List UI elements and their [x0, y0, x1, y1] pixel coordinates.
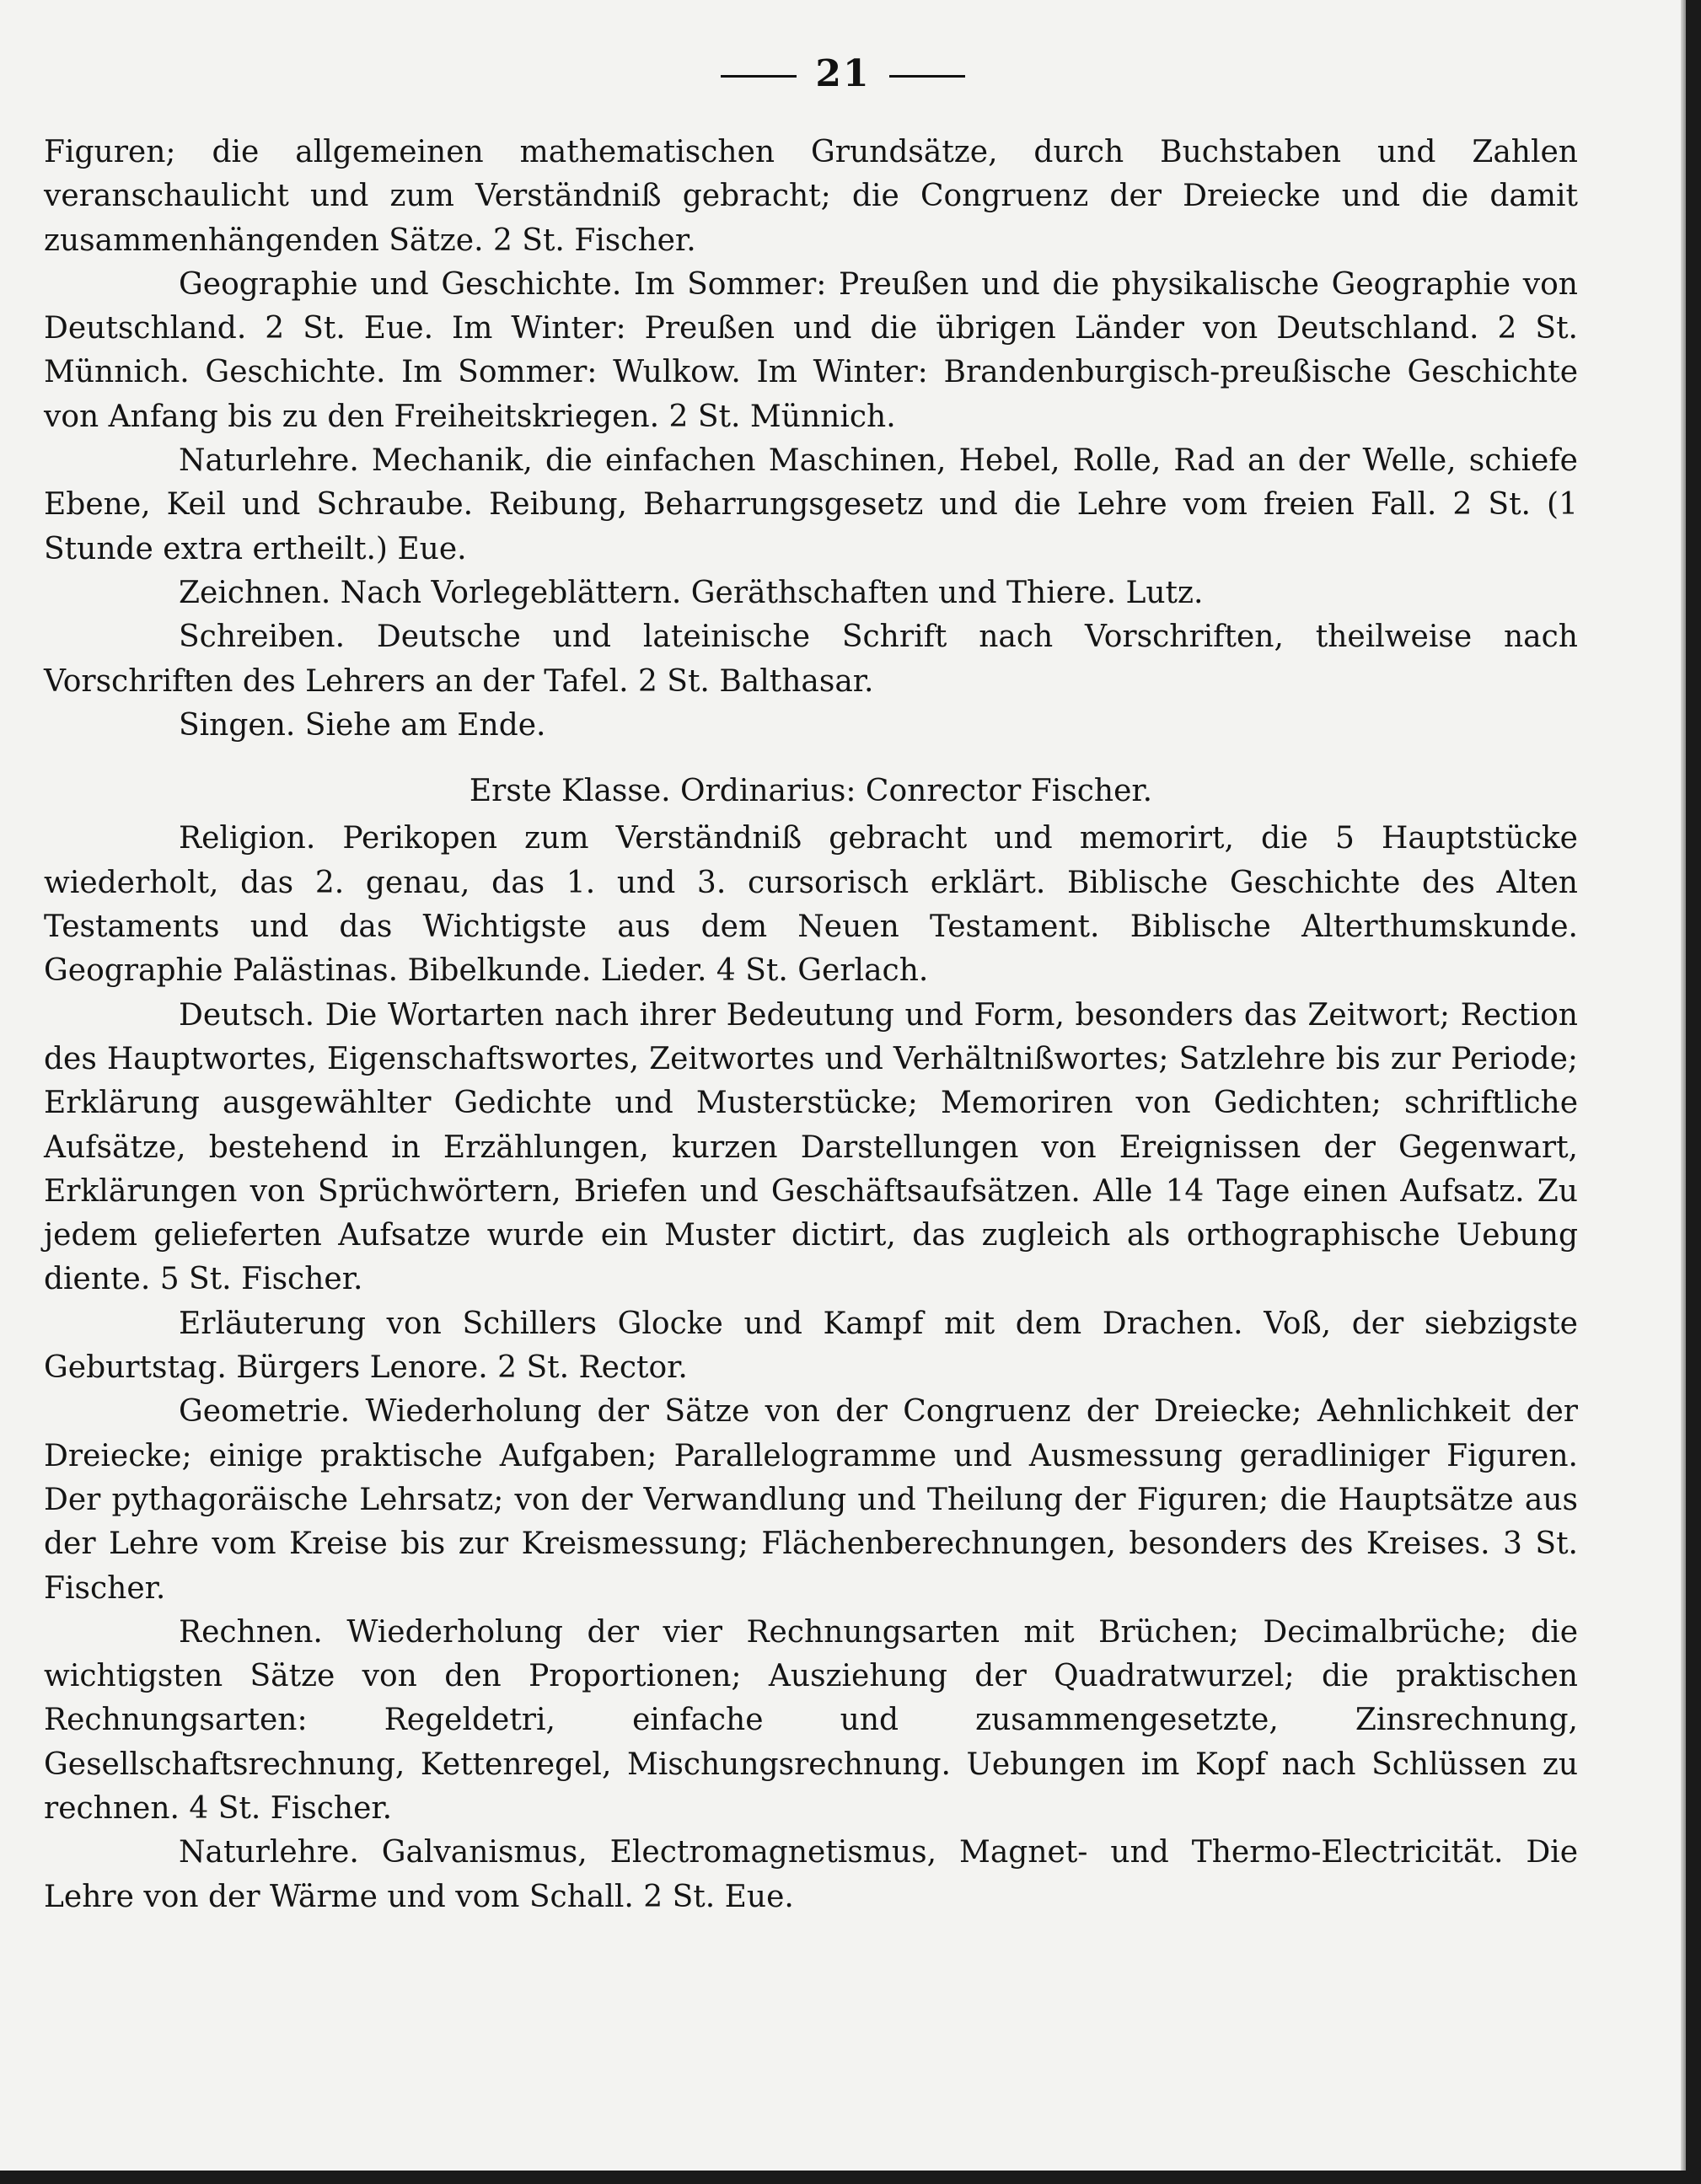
paragraph-literature: Erläuterung von Schillers Glocke und Kampf mit dem Drachen. Voß, der siebzigste Geburtstag. Bürgers Lenore. 2 St. Rector.: [44, 1306, 1578, 1386]
left-dash: [721, 75, 797, 78]
body-text: [44, 131, 1578, 1919]
paragraph-drawing: Zeichnen. Nach Vorlegeblättern. Geräthschaften und Thiere. Lutz.: [179, 575, 1204, 610]
paragraph-writing: Schreiben. Deutsche und lateinische Schrift nach Vorschriften, theilweise nach Vorschriften des Lehrers an der Tafel. 2 St. Balthasar.: [44, 620, 1578, 699]
page-number: 21: [815, 52, 871, 95]
paragraph-geometry: Geometrie. Wiederholung der Sätze von der Congruenz der Dreiecke; Aehnlichkeit der Dreiecke; einige praktische Aufgaben; Parallelogramme und Ausmessung geradliniger Figuren. Der pythagoräische Lehrsatz; von der Verwandlung und Theilung der Figuren; die Hauptsätze aus der Lehre vom Kreise bis zur Kreismessung; Flächenberechnungen, besonders des Kreises. 3 St. Fischer.: [44, 1394, 1578, 1606]
right-dash: [889, 75, 965, 78]
paragraph-physics-first-class: Naturlehre. Galvanismus, Electromagnetismus, Magnet- und Thermo-Electricität. Die Lehre von der Wärme und vom Schall. 2 St. Eue.: [44, 1835, 1578, 1914]
paragraph-singing: Singen. Siehe am Ende.: [179, 707, 546, 743]
paragraph-german: Deutsch. Die Wortarten nach ihrer Bedeutung und Form, besonders das Zeitwort; Rection des Hauptwortes, Eigenschaftswortes, Zeitwortes und Verhältnißwortes; Satzlehre bis zur Periode; Erklärung ausgewählter Gedichte und Musterstücke; Memoriren von Gedichten; schriftliche Aufsätze, bestehend in Erzählungen, kurzen Darstellungen von Ereignissen der Gegenwart, Erklärungen von Sprüchwörtern, Briefen und Geschäftsaufsätzen. Alle 14 Tage einen Aufsatz. Zu jedem gelieferten Aufsatze wurde ein Muster dictirt, das zugleich als orthographische Uebung diente. 5 St. Fischer.: [44, 997, 1578, 1297]
paragraph-religion: Religion. Perikopen zum Verständniß gebracht und memorirt, die 5 Hauptstücke wiederholt, das 2. genau, das 1. und 3. cursorisch erklärt. Biblische Geschichte des Alten Testaments und das Wichtigste aus dem Neuen Testament. Biblische Alterthumskunde. Geographie Palästinas. Bibelkunde. Lieder. 4 St. Gerlach.: [44, 821, 1578, 989]
paragraph-arithmetic: Rechnen. Wiederholung der vier Rechnungsarten mit Brüchen; Decimalbrüche; die wichtigsten Sätze von den Proportionen; Ausziehung der Quadratwurzel; die praktischen Rechnungsarten: Regeldetri, einfache und zusammengesetzte, Zinsrechnung, Gesellschaftsrechnung, Kettenregel, Mischungsrechnung. Uebungen im Kopf nach Schlüssen zu rechnen. 4 St. Fischer.: [44, 1614, 1578, 1826]
section-heading-first-class: Erste Klasse. Ordinarius: Conrector Fischer.: [469, 774, 1153, 809]
paragraph-geometry-continued: Figuren; die allgemeinen mathematischen Grundsätze, durch Buchstaben und Zahlen veranschaulicht und zum Verständniß gebracht; die Congruenz der Dreiecke und die damit zusammenhängenden Sätze. 2 St. Fischer.: [44, 135, 1578, 258]
page-number-header: [0, 52, 1686, 95]
paragraph-physics: Naturlehre. Mechanik, die einfachen Maschinen, Hebel, Rolle, Rad an der Welle, schiefe Ebene, Keil und Schraube. Reibung, Beharrungsgesetz und die Lehre vom freien Fall. 2 St. (1 Stunde extra ertheilt.) Eue.: [44, 443, 1578, 566]
paragraph-geography-history: Geographie und Geschichte. Im Sommer: Preußen und die physikalische Geographie von Deutschland. 2 St. Eue. Im Winter: Preußen und die übrigen Länder von Deutschland. 2 St. Münnich. Geschichte. Im Sommer: Wulkow. Im Winter: Brandenburgisch-preußische Geschichte von Anfang bis zu den Freiheitskriegen. 2 St. Münnich.: [44, 266, 1578, 434]
